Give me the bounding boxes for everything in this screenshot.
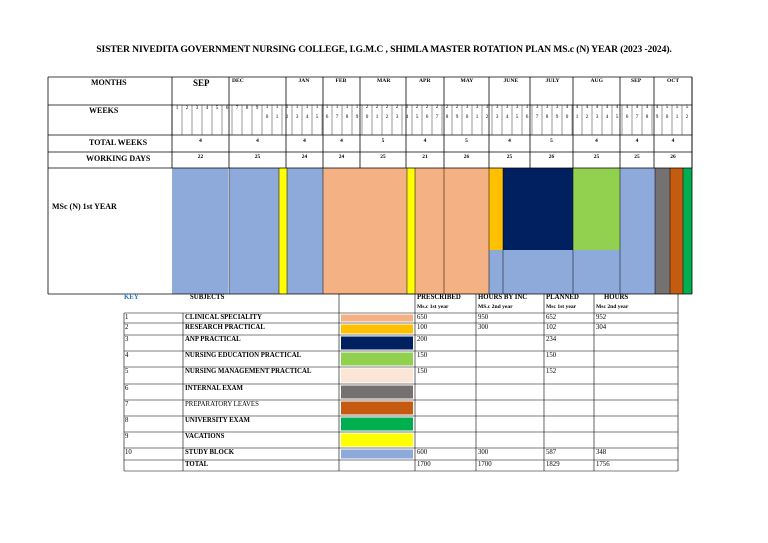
month-label: AUG [590,78,603,84]
legend-subject: NURSING MANAGEMENT PRACTICAL [185,368,312,375]
row-label-msc-year: MSc (N) 1st YEAR [52,202,117,211]
week-number: 1 0 [265,104,269,121]
week-number: 2 7 [435,104,439,121]
total-weeks-value: 4 [303,138,306,144]
month-label: MAR [377,78,391,84]
total-weeks-value: 4 [595,138,598,144]
block-study-block [489,250,573,294]
week-number: 3 2 [485,104,489,121]
month-label: JAN [298,78,310,84]
block-vacation [279,168,287,294]
legend-subject: PREPARATORY LEAVES [185,401,259,408]
week-number: 1 3 [295,104,299,121]
week-number: 2 0 [365,104,369,121]
legend-planned: 150 [546,352,557,359]
legend-swatch [341,402,413,415]
legend-prescribed: 150 [417,368,428,375]
week-number: 2 3 [395,104,399,121]
legend-prescribed: 600 [417,449,428,456]
working-days-value: 26 [463,154,470,160]
week-number: 1 2 [285,104,289,121]
legend-swatch [341,386,413,399]
legend-planned: 102 [546,324,557,331]
legend-hours-inc-header: HOURS BY INC [478,294,528,301]
week-number: 3 4 [505,104,509,121]
block-vacation [407,168,415,294]
total-weeks-value: 4 [256,138,259,144]
block-preparatory-leaves [670,168,683,294]
week-number: 4 5 [615,104,619,121]
week-number: 9 [255,105,259,111]
legend-subject: NURSING EDUCATION PRACTICAL [185,352,302,359]
legend-total-inc: 1700 [478,461,492,468]
month-label: APR [419,78,431,84]
working-days-value: 25 [380,154,386,160]
working-days-value: 21 [422,154,428,160]
legend-subject: RESEARCH PRACTICAL [185,324,265,331]
legend-total-planned: 1829 [546,461,560,468]
legend-swatch [341,450,413,459]
week-number: 4 [205,105,209,111]
block-university-exam [683,168,692,294]
legend-prescribed: 150 [417,352,428,359]
legend-key: 3 [125,336,129,343]
block-study-block [620,168,655,294]
working-days-value: 24 [338,154,345,160]
legend-key: 4 [125,352,129,359]
legend-planned: 234 [546,336,557,343]
week-number: 5 1 [675,104,679,121]
total-weeks-value: 4 [199,138,202,144]
legend-key: 6 [125,385,129,392]
week-number: 1 [175,105,179,111]
row-label-total-weeks: TOTAL WEEKS [89,138,148,147]
month-label: OCT [667,78,680,84]
week-number: 2 [185,105,189,111]
week-number: 2 4 [405,104,409,121]
page-title: SISTER NIVEDITA GOVERNMENT NURSING COLLEGE, I.G.M.C , SHIMLA MASTER ROTATION PLAN MS.c (N) YEAR (2023 -2024). [96,44,672,55]
week-number: 2 1 [375,104,379,121]
month-label: DEC [232,78,244,84]
legend-prescribed-header: PRESCRIBED [417,294,461,301]
total-weeks-value: 4 [635,138,639,144]
legend-key: 5 [125,368,129,375]
legend-prescribed: 100 [417,324,428,331]
legend-planned: 587 [546,449,557,456]
legend-subject: CLINICAL SPECIALITY [185,314,262,321]
week-number: 3 3 [495,104,499,121]
week-number: 4 4 [605,104,609,121]
working-days-value: 25 [634,154,640,160]
block-study-block [287,168,323,294]
legend-subject: UNIVERSITY EXAM [185,417,250,424]
month-label: JULY [545,78,560,84]
week-number: 3 1 [475,104,479,121]
working-days-value: 24 [301,154,308,160]
month-label: SEP [631,78,642,84]
legend-swatch [341,434,413,447]
legend-swatch [341,337,413,350]
week-number: 4 0 [565,104,569,121]
legend-subjects-header: SUBJECTS [190,294,225,301]
row-label-weeks: WEEKS [89,106,119,115]
week-number: 3 9 [555,104,559,121]
week-number: 5 2 [685,104,689,121]
week-number: 2 6 [425,104,429,121]
legend-key: 8 [125,417,129,424]
week-number: 2 9 [455,104,459,121]
month-label: JUNE [503,78,519,84]
week-number: 2 8 [445,104,449,121]
legend-hours-inc-sub: MS.c 2nd year [478,304,513,310]
legend-key-header: KEY [124,294,139,301]
legend-total-label: TOTAL [185,461,209,468]
week-number: 3 0 [465,104,469,121]
total-weeks-value: 4 [423,138,427,144]
total-weeks-value: 5 [381,138,385,144]
block-clinical-speciality [323,168,407,294]
total-weeks-value: 4 [671,138,675,144]
week-number: 1 4 [305,104,309,121]
legend-hours-inc: 300 [478,324,489,331]
week-number: 5 0 [665,104,669,121]
week-number: 4 8 [645,104,649,121]
month-label: SEP [193,78,210,88]
week-number: 4 2 [585,104,589,121]
working-days-value: 26 [670,154,676,160]
week-number: 1 9 [355,104,359,121]
week-number: 5 [215,105,219,111]
legend-key: 1 [125,314,129,321]
legend-hours-header: HOURS [604,294,629,301]
working-days-value: 25 [593,154,600,160]
week-number: 3 7 [535,104,539,121]
total-weeks-value: 5 [550,138,553,144]
total-weeks-value: 4 [508,138,511,144]
week-number: 4 9 [655,104,659,121]
week-number: 2 5 [415,104,419,121]
block-internal-exam [655,168,670,294]
month-label: MAY [460,78,474,84]
block-study-block [573,250,620,294]
working-days-value: 25 [254,154,261,160]
block-study-block [229,168,279,294]
week-number: 4 7 [635,104,639,121]
week-number: 7 [235,105,239,111]
legend-prescribed-sub: Ms.c 1st year [417,304,449,310]
legend-key: 10 [125,449,132,456]
legend-key: 2 [125,324,129,331]
legend-swatch [341,325,413,334]
legend-planned-sub: Msc 1st year [546,304,577,310]
legend-prescribed: 200 [417,336,428,343]
block-study-block [172,168,228,294]
legend-hours: 348 [596,449,607,456]
legend-total-prescribed: 1700 [417,461,431,468]
legend-swatch [341,418,413,431]
legend-subject: VACATIONS [185,433,225,440]
row-label-working-days: WORKING DAYS [86,154,151,163]
block-nursing-education-practical [573,168,620,250]
week-number: 4 1 [575,104,579,121]
legend-key: 9 [125,433,129,440]
legend-subject: STUDY BLOCK [185,449,235,456]
working-days-value: 22 [197,154,204,160]
week-number: 1 8 [345,104,349,121]
legend-swatch [341,369,413,383]
legend-hours-inc: 950 [478,314,489,321]
legend-hours-inc: 300 [478,449,489,456]
legend-planned-header: PLANNED [546,294,579,301]
week-number: 6 [225,105,229,111]
week-number: 3 8 [545,104,549,121]
week-number: 1 1 [275,104,279,121]
week-number: 3 6 [525,104,529,121]
legend-swatch [341,353,413,366]
week-number: 8 [245,105,249,111]
legend-hours: 304 [596,324,607,331]
total-weeks-value: 4 [340,138,343,144]
total-weeks-value: 5 [465,138,468,144]
block-clinical-speciality [415,168,489,294]
row-label-months: MONTHS [91,78,127,87]
week-number: 2 2 [385,104,389,121]
week-number: 1 7 [335,104,339,121]
legend-hours: 952 [596,314,607,321]
week-number: 3 [195,105,199,111]
block-anp-practical [503,168,573,250]
week-number: 1 5 [315,104,319,121]
legend-total-hours: 1756 [596,461,610,468]
week-number: 4 6 [625,104,629,121]
legend-subject: ANP PRACTICAL [185,336,241,343]
week-number: 3 5 [515,104,519,121]
working-days-value: 26 [548,154,555,160]
week-number: 1 6 [325,104,329,121]
legend-swatch [341,315,413,322]
legend-hours-sub: Msc 2nd year [596,304,629,310]
legend-subject: INTERNAL EXAM [185,385,243,392]
month-label: FEB [335,78,347,84]
working-days-value: 25 [506,154,513,160]
legend-prescribed: 650 [417,314,428,321]
legend-key: 7 [125,401,129,408]
week-number: 4 3 [595,104,599,121]
legend-planned: 152 [546,368,557,375]
block-research-practical [489,168,503,250]
legend-planned: 652 [546,314,557,321]
